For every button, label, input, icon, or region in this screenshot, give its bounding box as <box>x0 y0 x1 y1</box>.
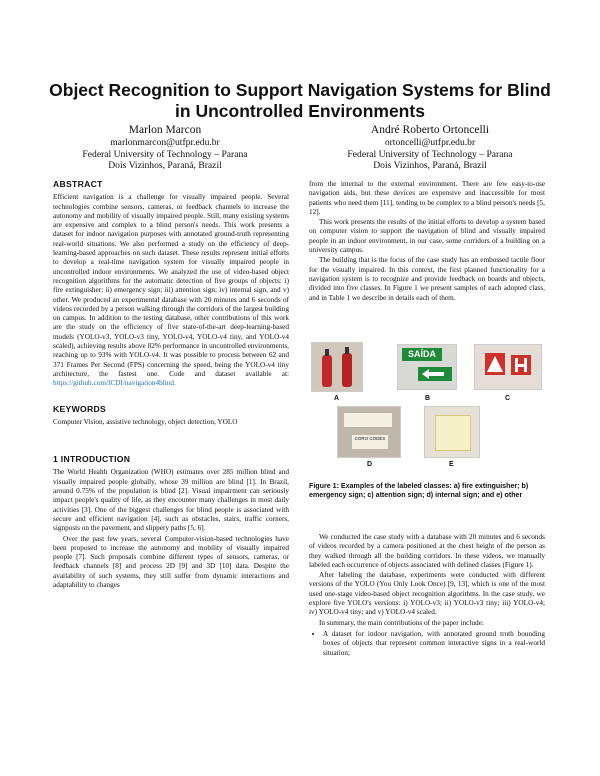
author-location: Dois Vizinhos, Paraná, Brazil <box>373 160 487 171</box>
fire-extinguisher-photo <box>311 342 363 392</box>
right-paragraph-3: The building that is the focus of the case study has an embossed tactile floor for the visually impaired. In this context, the first planned functionality for a navigation system is to recognize and provide feedback on boards and objects, divided into five classes. In Figure 1 we present samples of each adopted class, and in Table 1 we describe in details each of them. <box>309 256 545 302</box>
contributions-list <box>309 630 545 658</box>
author-email: marlonmarcon@utfpr.edu.br <box>110 137 220 148</box>
author-name: André Roberto Ortoncelli <box>370 124 490 136</box>
author-affiliation: Federal University of Technology – Parana <box>347 148 513 160</box>
label-d: D <box>367 461 373 468</box>
author-name: Marlon Marcon <box>128 124 202 136</box>
fire-extinguisher-icon <box>312 343 362 391</box>
other-object-photo <box>424 406 480 458</box>
internal-sign-photo <box>337 406 401 458</box>
other-object <box>435 415 471 451</box>
abstract-heading: ABSTRACT <box>53 179 103 189</box>
author-location: Dois Vizinhos, Paraná, Brazil <box>108 160 222 171</box>
right-column-bottom <box>309 533 545 658</box>
list-item: • A dataset for indoor navigation, with annotated ground truth bounding boxes of objects that represent common interactive signs in a real-world situation; <box>323 630 545 658</box>
paper-title: Object Recognition to Support Navigation Systems for Blind in Uncontrolled Environments <box>49 80 551 121</box>
label-c: C <box>505 395 511 402</box>
right2-paragraph-3: In summary, the main contributions of the paper include: <box>319 618 484 627</box>
intro-paragraph-1: The World Health Organization (WHO) estimates over 285 million blind and visually impaired people globally, whose 39 million are blind [1]. In Brazil, around 0.75% of the population is blind [2]. Visual impairment can seriously impact people's quality of life, as they encounter many challenges in most daily activities [3]. One of the biggest challenges for blind people is associated with secure and efficient navigation [4], such as obstacles, stairs, traffic corners, signposts on the pavement, and slippery paths [5, 6]. <box>53 468 289 533</box>
right2-paragraph-2: After labeling the database, experiments were conducted with different versions of the YOLO (You Only Look Once) [9, 13], which is one of the most used one-stage video-based object recognition algorithms. In the case study, we explore five YOLO's versions: i) YOLO-v3; ii) YOLO-v3 tiny; iii) YOLO-v4; iv) YOLO-v4 tiny; and v) YOLO-v4 scaled. <box>309 571 545 617</box>
author-affiliation: Federal University of Technology – Parana <box>82 148 248 160</box>
abstract-text: Efficient navigation is a challenge for visually impaired people. Several technologies combine sensors, cameras, or feedback channels to increase the autonomy and mobility of visually impaired people. Still, many existing systems are expensive and complex to a blind person's needs. This work presents a dataset for indoor navigation purposes with annotated ground-truth representing real-world situations. We also performed a study on the efficiency of deep-learning-based approaches on such dataset. These results represent initial efforts to develop a real-time navigation system for visually impaired people in uncontrolled indoor environments. We analyzed the use of video-based object recognition algorithms for the automatic detection of five groups of objects: i) fire extinguisher; ii) emergency sign; iii) attention sign; iv) internal sign, and v) other. We produced an experimental database with 20 minutes and 6 seconds of videos recorded by a person walking through the corridors of the largest building on campus. In addition to the testing database, other contributions of this work are the study on the efficiency of five state-of-the-art deep-learning-based models (YOLO-v3, YOLO-v3 tiny, YOLO-v4, YOLO-v4 tiny, and YOLO-v4 scaled), achieving results above 82% performance in uncontrolled environments, reaching up to 93% with YOLO-v4. It was possible to process between 62 and 371 Frames Per Second (FPS) concerning the speed, being the YOLO-v4 tiny architecture, the fastest one. Code and dataset available at: https://github.com/ICDI/navigation4blind. <box>53 193 289 388</box>
intro-paragraph-2: Over the past few years, several Computer-vision-based technologies have been proposed to increase the autonomy and mobility of visually impaired people [7]. Such proposals combine different types of sensors, cameras, or feedback channels [8] and process 2D [9] and 3D [10] data. Despite the availability of such systems, they still suffer from dynamic interactions and adaptability to changes <box>53 534 289 589</box>
right2-paragraph-1: We conducted the case study with a database with 20 minutes and 6 seconds of videos recorded by a camera positioned at the chest height of the person as they walked through all the building corridors. In these videos, we manually labeled each occurrence of objects associated with defined classes (Figure 1). <box>309 533 545 569</box>
attention-sign-icon <box>475 345 541 389</box>
emergency-sign-photo <box>397 344 457 390</box>
author-2 <box>305 124 555 172</box>
keywords-text: Computer Vision, assistive technology, object detection, YOLO <box>53 417 238 426</box>
author-1 <box>40 124 290 172</box>
right-column-top <box>309 180 545 303</box>
right-paragraph-1: from the internal to the external environment. There are few easy-to-use navigation aids, but these devices are expensive and inaccessible for most patients who need them [11], tending to be complex to a blind person's needs [5, 12]. <box>309 180 545 216</box>
label-a: A <box>334 395 340 402</box>
arrow-left-icon <box>418 367 452 381</box>
internal-sign-text: CORO CODES <box>352 435 388 449</box>
author-email: ortoncelli@utfpr.edu.br <box>384 137 476 148</box>
exit-sign: SAÍDA <box>402 348 442 361</box>
label-e: E <box>449 461 454 468</box>
intro-heading: 1 INTRODUCTION <box>53 454 131 465</box>
internal-sign-plate <box>344 413 392 427</box>
figure-caption: Figure 1: Examples of the labeled classes: a) fire extinguisher; b) emergency sign; c) attention sign; d) internal sign; and e) other <box>309 482 529 499</box>
left-column <box>53 180 289 590</box>
attention-sign-photo <box>474 344 542 390</box>
code-link[interactable]: https://github.com/ICDI/navigation4blind. <box>53 379 176 388</box>
right-paragraph-2: This work presents the results of the initial efforts to develop a system based on computer vision to support the navigation of blind and visually impaired people in an indoor environment, in our case, some corridors of a building on a university campus. <box>309 218 545 255</box>
figure-1 <box>309 340 545 505</box>
label-b: B <box>425 395 431 402</box>
exit-arrow-sign <box>418 367 452 381</box>
keywords-heading: KEYWORDS <box>53 403 107 414</box>
